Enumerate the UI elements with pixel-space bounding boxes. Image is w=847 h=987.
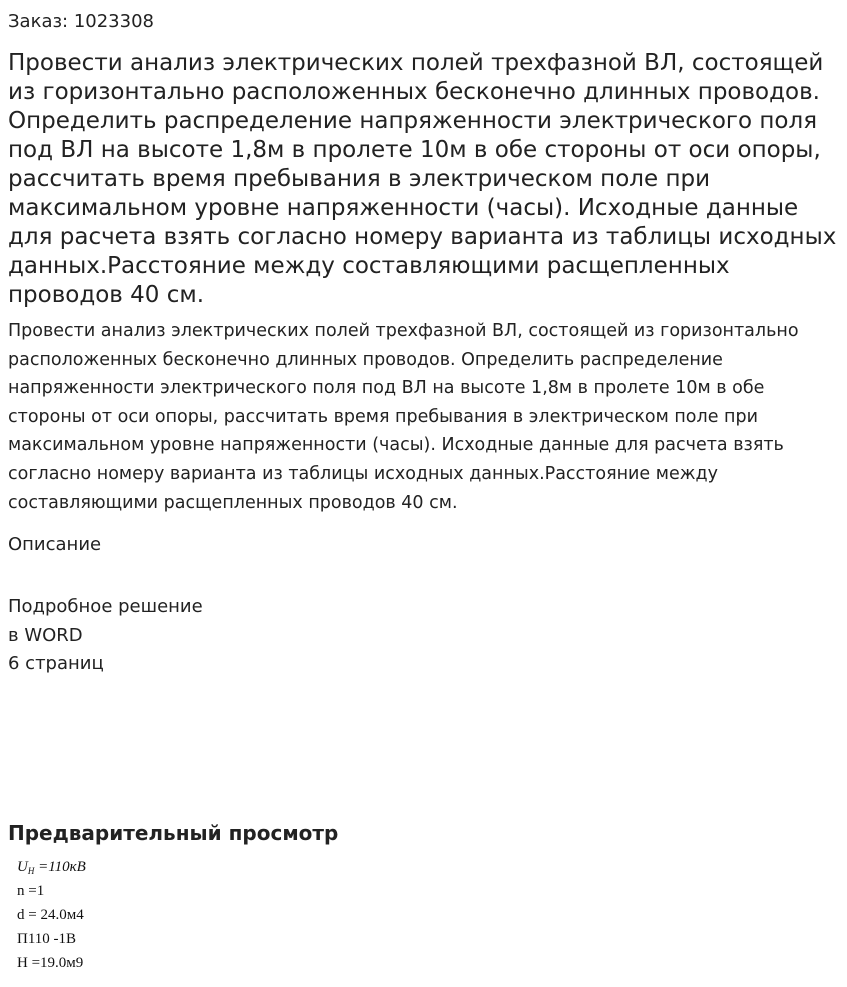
voltage-symbol: U <box>17 859 28 875</box>
preview-line-n: n =1 <box>17 883 45 899</box>
detail-format: в WORD <box>8 624 83 646</box>
voltage-value: =110кВ <box>34 859 86 875</box>
preview-line-d: d = 24.0м4 <box>17 907 84 923</box>
description-label: Описание <box>8 534 102 555</box>
detail-pages: 6 страниц <box>8 653 104 674</box>
task-description: Провести анализ электрических полей трехфазной ВЛ, состоящей из горизонтально расположенных бесконечно длинных проводов. Определить распределение напряженности электрического поля под ВЛ на высоте 1,8м в пролете 10м в обе стороны от оси опоры, рассчитать время пребывания в электрическом поле при максимальном уровне напряженности (часы). Исходные данные для расчета взять согласно номеру варианта из таблицы исходных данных.Расстояние между составляющими расщепленных проводов 40 см. <box>8 321 799 513</box>
preview-line-voltage <box>17 855 86 879</box>
preview-line-p: П110 -1В <box>17 931 77 947</box>
voltage-subscript: H <box>27 866 35 876</box>
preview-image <box>17 855 86 975</box>
preview-line-h: H =19.0м9 <box>17 955 84 971</box>
detail-solution: Подробное решение <box>8 596 203 617</box>
page-title: Провести анализ электрических полей трехфазной ВЛ, состоящей из горизонтально расположенных бесконечно длинных проводов. Определить распределение напряженности электрического поля под ВЛ на высоте 1,8м в пролете 10м в обе стороны от оси опоры, рассчитать время пребывания в электрическом поле при максимальном уровне напряженности (часы). Исходные данные для расчета взять согласно номеру варианта из таблицы исходных данных.Расстояние между составляющими расщепленных проводов 40 см. <box>8 50 837 308</box>
order-number: Заказ: 1023308 <box>8 11 154 32</box>
preview-heading: Предварительный просмотр <box>8 821 339 845</box>
solution-details <box>8 593 203 679</box>
